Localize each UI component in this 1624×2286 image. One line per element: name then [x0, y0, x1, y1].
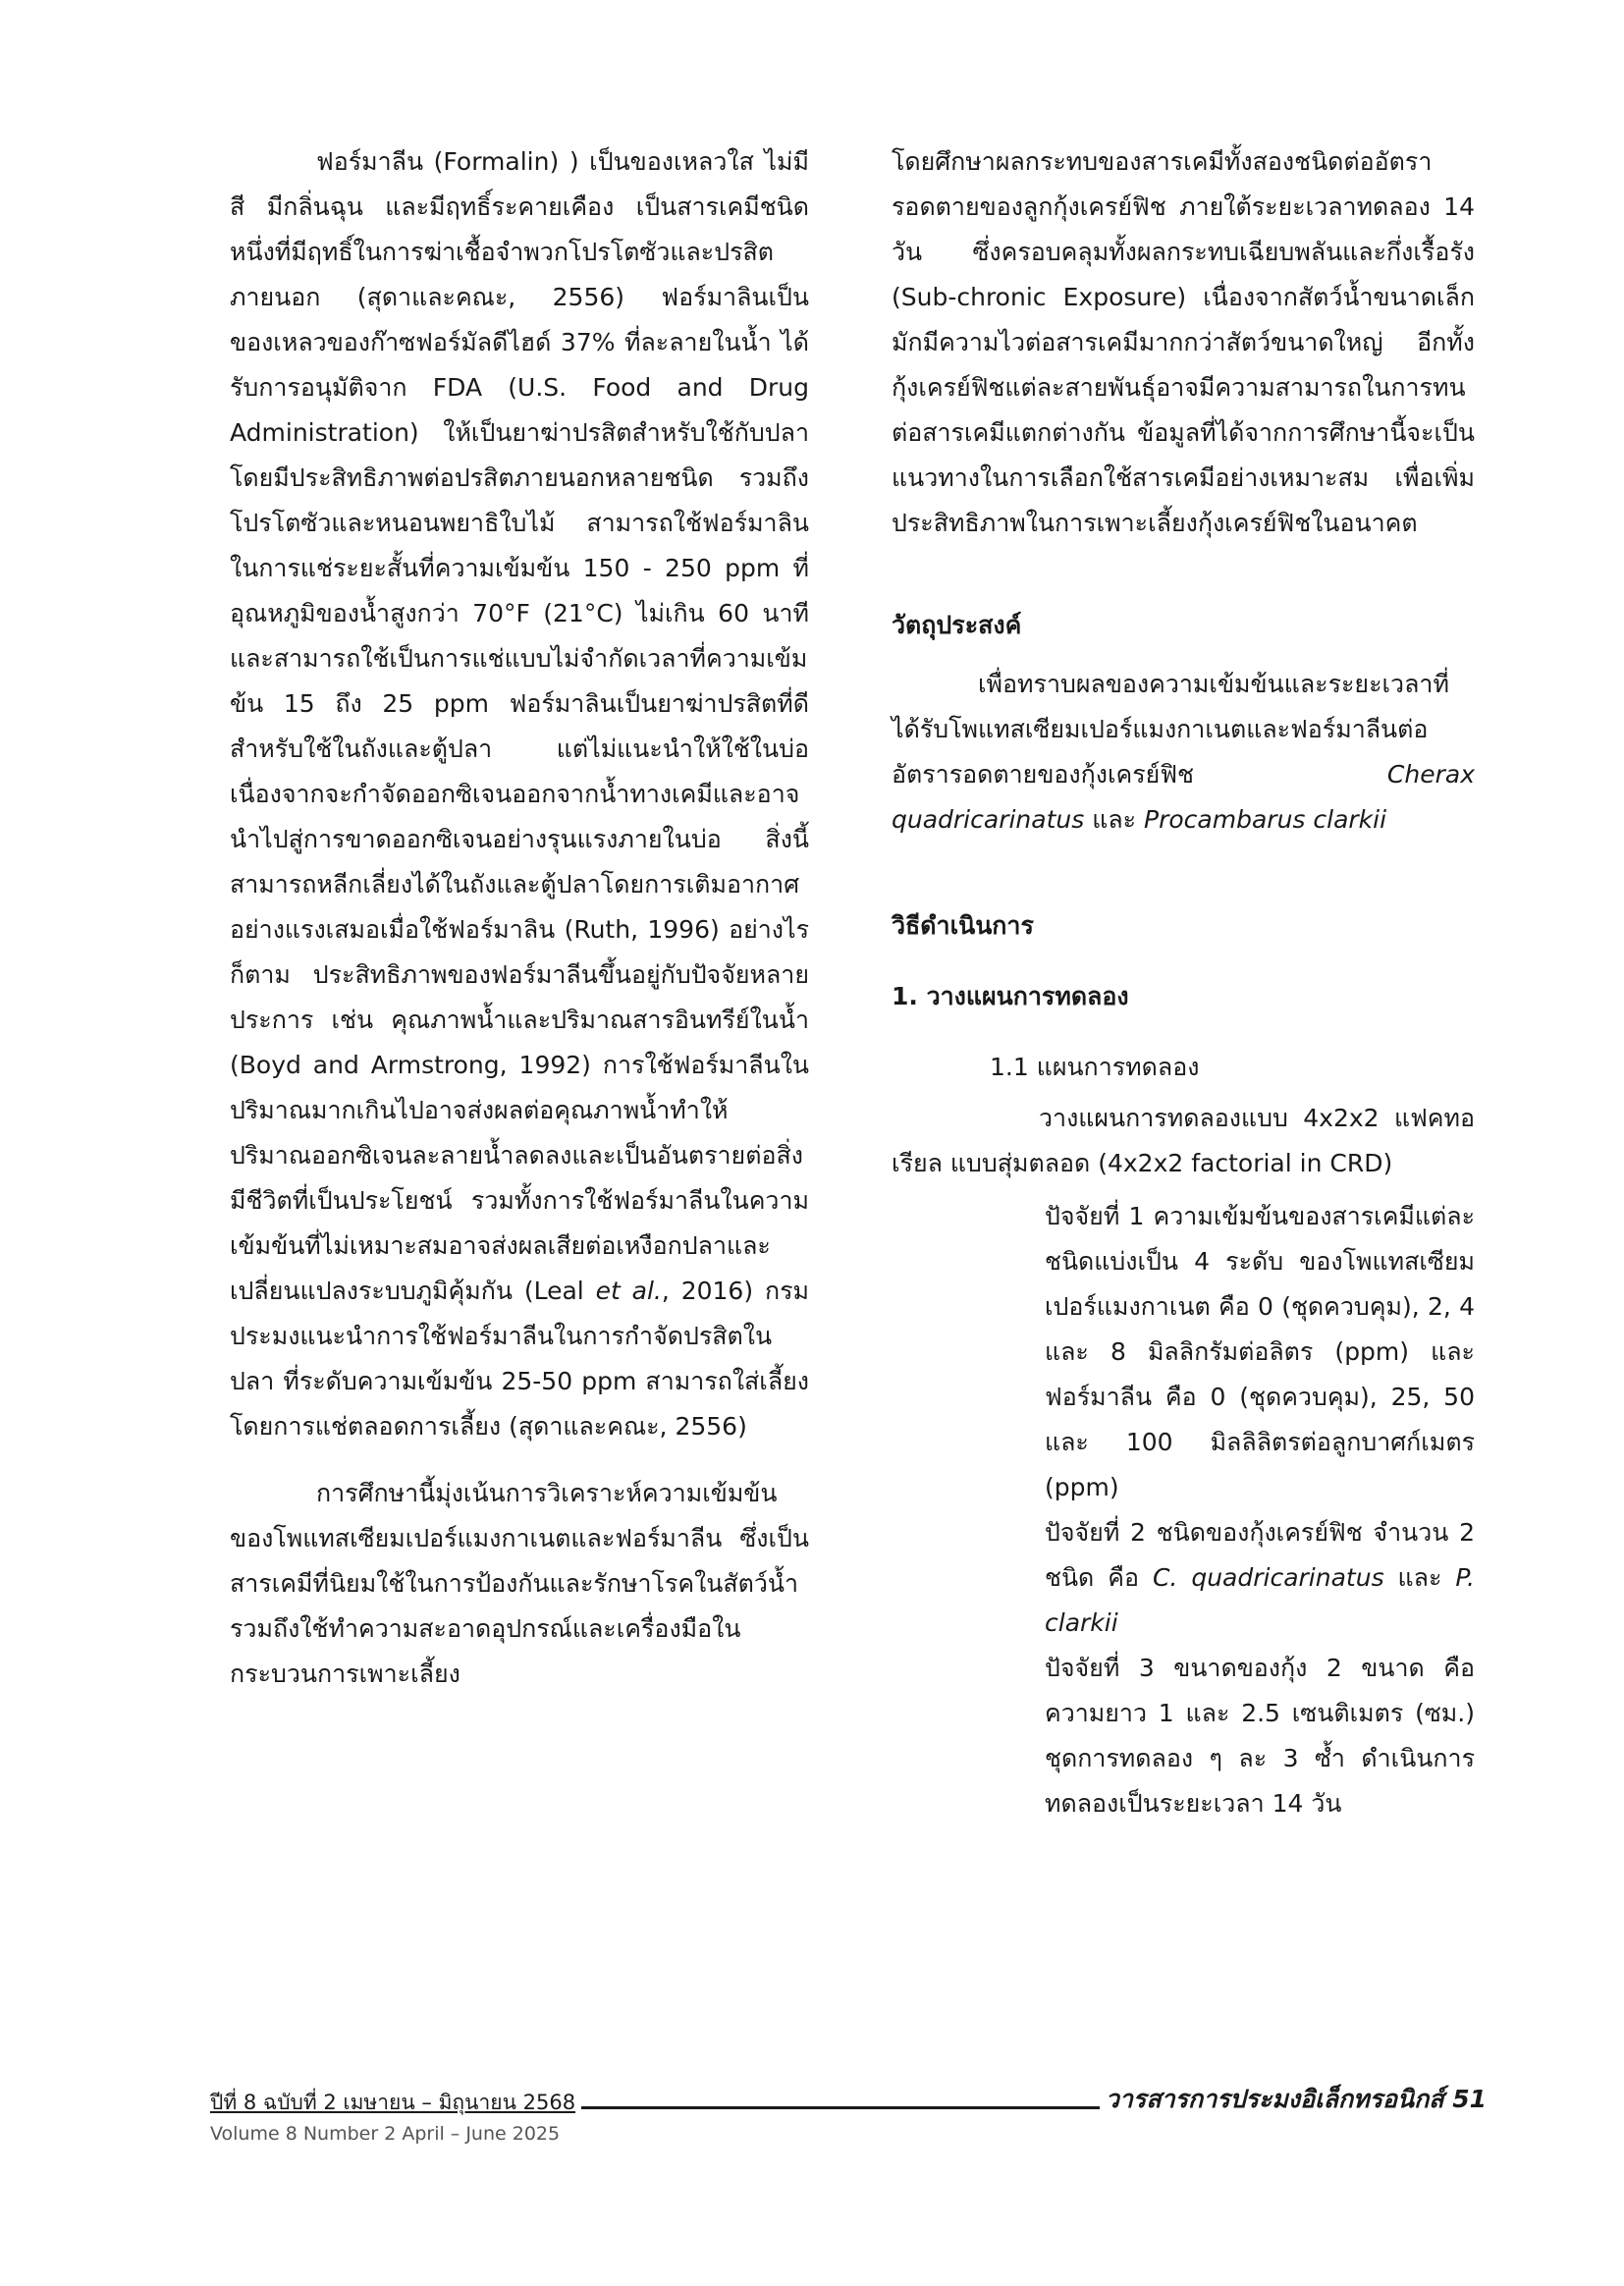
- method-heading: วิธีดำเนินการ: [892, 911, 1034, 940]
- left-column: [230, 139, 809, 1697]
- formalin-paragraph: ฟอร์มาลีน (Formalin) ) เป็นของเหลวใส ไม่มีสี มีกลิ่นฉุน และมีฤทธิ์ระคายเคือง เป็นสารเคมีชนิดหนึ่งที่มีฤทธิ์ในการฆ่าเชื้อจำพวกโปรโตซัวและปรสิตภายนอก (สุดาและคณะ, 2556) ฟอร์มาลินเป็นของเหลวของก๊าซฟอร์มัลดีไฮด์ 37% ที่ละลายในน้ำ ได้รับการอนุมัติจาก FDA (U.S. Food and Drug Administration) ให้เป็นยาฆ่าปรสิตสำหรับใช้กับปลา โดยมีประสิทธิภาพต่อปรสิตภายนอกหลายชนิด รวมถึงโปรโตซัวและหนอนพยาธิใบไม้ สามารถใช้ฟอร์มาลินในการแช่ระยะสั้นที่ความเข้มข้น 150 - 250 ppm ที่อุณหภูมิของน้ำสูงกว่า 70°F (21°C) ไม่เกิน 60 นาที และสามารถใช้เป็นการแช่แบบไม่จำกัดเวลาที่ความเข้มข้น 15 ถึง 25 ppm ฟอร์มาลินเป็นยาฆ่าปรสิตที่ดีสำหรับใช้ในถังและตู้ปลา แต่ไม่แนะนำให้ใช้ในบ่อเนื่องจากจะกำจัดออกซิเจนออกจากน้ำทางเคมีและอาจนำไปสู่การขาดออกซิเจนอย่างรุนแรงภายในบ่อ สิ่งนี้สามารถหลีกเลี่ยงได้ในถังและตู้ปลาโดยการเติมอากาศอย่างแรงเสมอเมื่อใช้ฟอร์มาลิน (Ruth, 1996) อย่างไรก็ตาม ประสิทธิภาพของฟอร์มาลีนขึ้นอยู่กับปัจจัยหลายประการ เช่น คุณภาพน้ำและปริมาณสารอินทรีย์ในน้ำ (Boyd and Armstrong, 1992) การใช้ฟอร์มาลีนในปริมาณมากเกินไปอาจส่งผลต่อคุณภาพน้ำทำให้ปริมาณออกซิเจนละลายน้ำลดลงและเป็นอันตรายต่อสิ่งมีชีวิตที่เป็นประโยชน์ รวมทั้งการใช้ฟอร์มาลีนในความเข้มข้นที่ไม่เหมาะสมอาจส่งผลเสียต่อเหงือกปลาและเปลี่ยนแปลงระบบภูมิคุ้มกัน (Leal et al., 2016) กรมประมงแนะนำการใช้ฟอร์มาลีนในการกำจัดปรสิตในปลา ที่ระดับความเข้มข้น 25-50 ppm สามารถใส่เลี้ยงโดยการแช่ตลอดการเลี้ยง (สุดาและคณะ, 2556): [230, 147, 810, 1441]
- factor-3-text: ปัจจัยที่ 3 ขนาดของกุ้ง 2 ขนาด คือ ความยาว 1 และ 2.5 เซนติเมตร (ซม.) ชุดการทดลอง ๆ ละ 3 ซ้ำ ดำเนินการทดลองเป็นระยะเวลา 14 วัน: [1045, 1654, 1475, 1818]
- study-continuation-paragraph: โดยศึกษาผลกระทบของสารเคมีทั้งสองชนิดต่ออัตรารอดตายของลูกกุ้งเครย์ฟิช ภายใต้ระยะเวลาทดลอง 14 วัน ซึ่งครอบคลุมทั้งผลกระทบเฉียบพลันและกึ่งเรื้อรัง (Sub-chronic Exposure) เนื่องจากสัตว์น้ำขนาดเล็กมักมีความไวต่อสารเคมีมากกว่าสัตว์ขนาดใหญ่ อีกทั้งกุ้งเครย์ฟิชแต่ละสายพันธุ์อาจมีความสามารถในการทนต่อสารเคมีแตกต่างกัน ข้อมูลที่ได้จากการศึกษานี้จะเป็นแนวทางในการเลือกใช้สารเคมีอย่างเหมาะสม เพื่อเพิ่มประสิทธิภาพในการเพาะเลี้ยงกุ้งเครย์ฟิชในอนาคต: [892, 147, 1475, 537]
- objective-paragraph: เพื่อทราบผลของความเข้มข้นและระยะเวลาที่ได้รับโพแทสเซียมเปอร์แมงกาเนตและฟอร์มาลีนต่ออัตรารอดตายของกุ้งเครย์ฟิช Cherax quadricarinatus และ Procambarus clarkii: [892, 670, 1475, 834]
- study-focus-paragraph: การศึกษานี้มุ่งเน้นการวิเคราะห์ความเข้มข้นของโพแทสเซียมเปอร์แมงกาเนตและฟอร์มาลีน ซึ่งเป็นสารเคมีที่นิยมใช้ในการป้องกันและรักษาโรคในสัตว์น้ำ รวมถึงใช้ทำความสะอาดอุปกรณ์และเครื่องมือในกระบวนการเพาะเลี้ยง: [230, 1479, 809, 1688]
- experiment-plan-subheading: 1.1 แผนการทดลอง: [990, 1053, 1200, 1081]
- issue-thai: ปีที่ 8 ฉบับที่ 2 เมษายน – มิถุนายน 2568: [210, 2091, 576, 2114]
- factor-2-text: ปัจจัยที่ 2 ชนิดของกุ้งเครย์ฟิช จำนวน 2 ชนิด คือ C. quadricarinatus และ P. clarkii: [1045, 1518, 1475, 1637]
- experimental-design-text: วางแผนการทดลองแบบ 4x2x2 แฟคทอเรียล แบบสุ่มตลอด (4x2x2 factorial in CRD): [892, 1104, 1475, 1177]
- experiment-plan-heading: 1. วางแผนการทดลอง: [892, 982, 1129, 1010]
- right-column: [892, 139, 1475, 1826]
- objective-heading: วัตถุประสงค์: [892, 611, 1022, 639]
- footer-rule: [581, 2106, 1100, 2109]
- journal-name-page-number: วารสารการประมงอิเล็กทรอนิกส์ 51: [1105, 2085, 1487, 2113]
- footer-top-row: [210, 2080, 1487, 2119]
- page-footer: [210, 2080, 1487, 2145]
- issue-english: Volume 8 Number 2 April – June 2025: [210, 2123, 561, 2145]
- factor-1-text: ปัจจัยที่ 1 ความเข้มข้นของสารเคมีแต่ละชนิดแบ่งเป็น 4 ระดับ ของโพแทสเซียมเปอร์แมงกาเนต คือ 0 (ชุดควบคุม), 2, 4 และ 8 มิลลิกรัมต่อลิตร (ppm) และฟอร์มาลีน คือ 0 (ชุดควบคุม), 25, 50 และ 100 มิลลิลิตรต่อลูกบาศก์เมตร (ppm): [1045, 1202, 1475, 1501]
